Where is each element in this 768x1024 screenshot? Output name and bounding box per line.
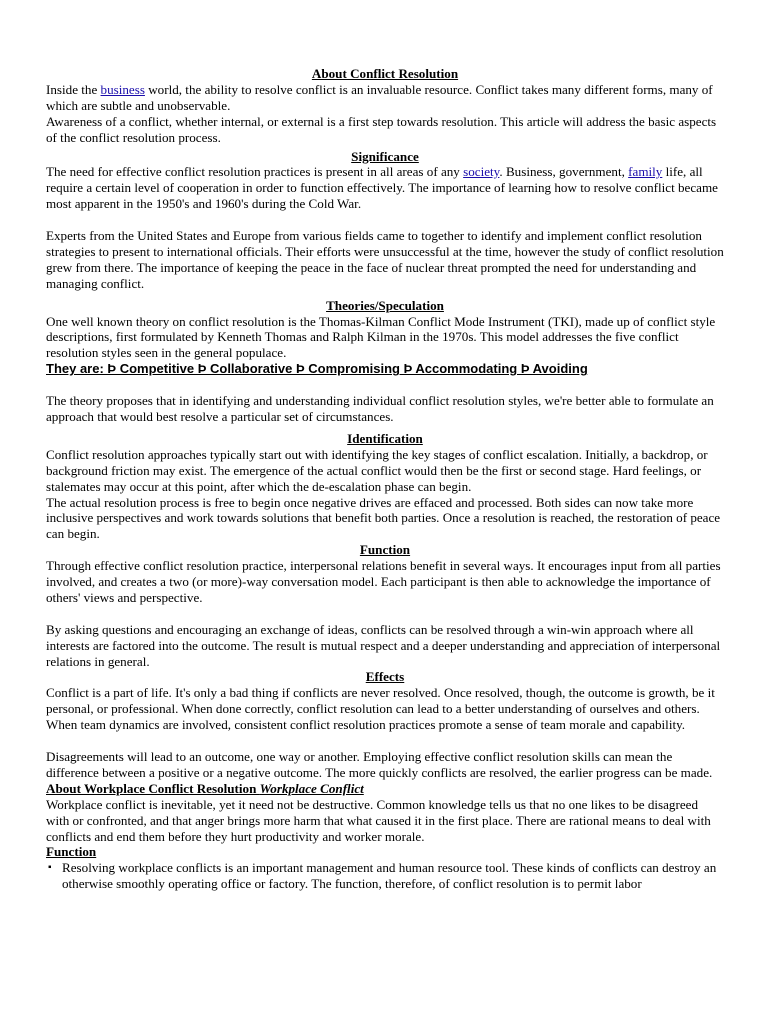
function-bullet-1: Resolving workplace conflicts is an important management and human resource tool. These kinds of conflicts can destroy an otherwise smoothly operating office or factory. The function, therefore, of conflict resolution is to permit labor <box>62 860 717 892</box>
about-p1-post: world, the ability to resolve conflict is an invaluable resource. Conflict takes many different forms, many of which are subtle and unobservable. <box>46 81 713 113</box>
sig-p1-pre: The need for effective conflict resolution practices is present in all areas of any <box>46 164 464 180</box>
function-paragraph-1: Through effective conflict resolution practice, interpersonal relations benefit in several ways. It encourages input from all parties involved, and creates a two (or more)-way conversation model. Each participant is then able to acknowledge the importance of others' views and perspective. <box>46 558 721 605</box>
heading-identification: Identification <box>347 430 423 446</box>
theories-styles-list: They are: Þ Competitive Þ Collaborative Þ Compromising Þ Accommodating Þ Avoiding <box>46 361 588 377</box>
effects-paragraph-1: Conflict is a part of life. It's only a bad thing if conflicts are never resolved. Once resolved, though, the outcome is growth, be it personal, or professional. When done correctly, conflict resolution can lead to a better understanding of ourselves and others. When team dynamics are involved, consistent conflict resolution practices promote a sense of team morale and capability. <box>46 685 715 733</box>
about-p1-pre: Inside the <box>46 81 101 97</box>
workplace-heading-text: About Workplace Conflict Resolution <box>46 780 260 796</box>
heading-function-workplace: Function <box>46 844 97 860</box>
significance-paragraph-2: Experts from the United States and Europe from various fields came to together to identify and implement conflict resolution strategies to present to international officials. Their efforts were unsuccessful at the time, however the study of conflict resolution grew from there. The importance of keeping the peace in the face of nuclear threat prompted the need for understanding and managing conflict. <box>46 228 724 291</box>
identification-paragraph-1: Conflict resolution approaches typically start out with identifying the key stages of conflict escalation. Initially, a backdrop, or background friction may exist. The emergence of the actual conflict would then be the first or second stage. Hard feelings, or stalemates may occur at this point, after which the de-escalation phase can begin. <box>46 446 708 494</box>
link-family[interactable]: family <box>628 164 663 180</box>
effects-paragraph-2: Disagreements will lead to an outcome, one way or another. Employing effective conflict resolution skills can mean the difference between a positive or a negative outcome. The more quickly conflicts are resolved, the earlier progress can be made. <box>46 749 713 780</box>
sig-p1-mid: . Business, government, <box>499 164 629 180</box>
workplace-heading-italic: Workplace Conflict <box>259 780 364 796</box>
heading-significance: Significance <box>351 148 419 164</box>
heading-about-conflict-resolution: About Conflict Resolution <box>311 66 459 81</box>
theories-paragraph-2: The theory proposes that in identifying and understanding individual conflict resolution styles, we're better able to formulate an approach that would best resolve a particular set of circumstances. <box>46 393 714 424</box>
function-paragraph-2: By asking questions and encouraging an exchange of ideas, conflicts can be resolved through a win-win approach where all interests are factored into the outcome. The result is mutual respect and a deeper understanding and appreciation of interpersonal relations in general. <box>46 621 721 669</box>
workplace-paragraph-1: Workplace conflict is inevitable, yet it need not be destructive. Common knowledge tells us that no one likes to be disagreed with or confronted, and that anger brings more harm that what caused it in the first place. There are rational means to deal with conflicts and end them before they hurt productivity and worker morale. <box>46 796 711 844</box>
significance-paragraph-1 <box>46 164 724 212</box>
about-paragraph-1 <box>46 82 724 114</box>
heading-function: Function <box>359 542 411 558</box>
heading-about-workplace-conflict-resolution <box>46 781 724 797</box>
theories-paragraph-1: One well known theory on conflict resolution is the Thomas-Kilman Conflict Mode Instrument (TKI), made up of conflict style descriptions, first formulated by Kenneth Thomas and Ralph Kilman in the 1970s. This model addresses the five conflict resolution styles seen in the general populace. <box>46 313 716 361</box>
document-content <box>46 66 724 892</box>
sig-p1-post: life, all require a certain level of cooperation in order to function effectively. The importance of learning how to resolve conflict became most apparent in the 1950's and 1960's during the Cold War. <box>46 164 718 212</box>
identification-paragraph-2: The actual resolution process is free to begin once negative drives are effaced and processed. Both sides can now take more inclusive perspectives and work towards solutions that benefit both parties. Once a resolution is reached, the restoration of peace can begin. <box>46 494 721 542</box>
bullet-icon: ▪ <box>48 862 52 874</box>
link-society[interactable]: society <box>463 164 500 180</box>
list-item <box>46 860 724 892</box>
heading-effects: Effects <box>365 669 405 685</box>
about-paragraph-2: Awareness of a conflict, whether internal, or external is a first step towards resolution. This article will address the basic aspects of the conflict resolution process. <box>46 113 717 145</box>
heading-theories-speculation: Theories/Speculation <box>326 297 444 313</box>
link-business[interactable]: business <box>100 81 145 97</box>
